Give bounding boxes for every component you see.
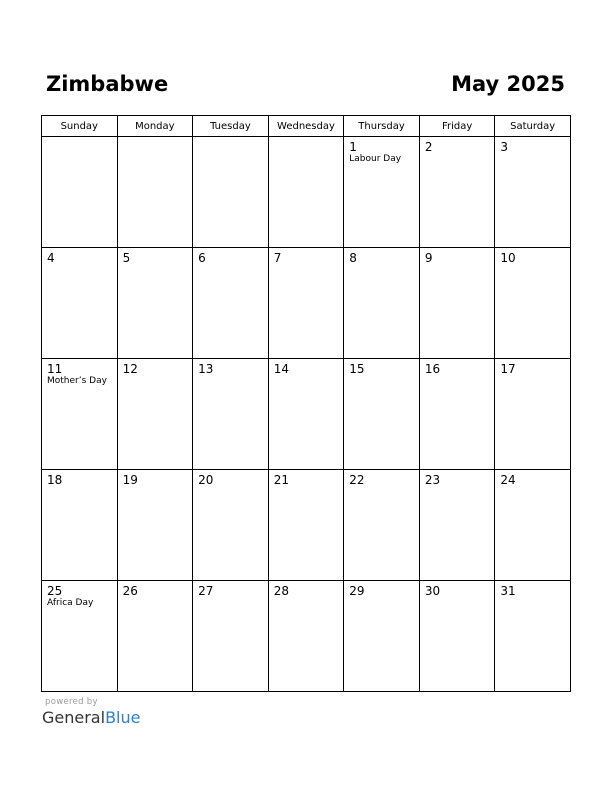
day-cell bbox=[495, 581, 571, 692]
day-number: 15 bbox=[349, 362, 365, 376]
day-cell bbox=[419, 248, 495, 359]
day-number: 31 bbox=[500, 584, 516, 598]
day-cell bbox=[117, 581, 193, 692]
holiday-label: Mother’s Day bbox=[47, 376, 107, 386]
day-cell bbox=[495, 470, 571, 581]
day-number: 5 bbox=[122, 251, 131, 265]
day-cell bbox=[193, 581, 269, 692]
day-number: 28 bbox=[273, 584, 289, 598]
brand-general-text: General bbox=[42, 708, 106, 727]
day-cell bbox=[344, 248, 420, 359]
day-number: 29 bbox=[349, 584, 365, 598]
day-cell bbox=[344, 581, 420, 692]
holiday-label: Labour Day bbox=[349, 154, 402, 164]
week-row bbox=[42, 359, 571, 470]
week-row bbox=[42, 137, 571, 248]
day-cell bbox=[495, 248, 571, 359]
day-number: 24 bbox=[500, 473, 516, 487]
day-number: 20 bbox=[198, 473, 214, 487]
day-number bbox=[193, 137, 268, 140]
day-number: 3 bbox=[500, 140, 509, 154]
month-year-title: May 2025 bbox=[451, 72, 565, 96]
day-cell bbox=[117, 248, 193, 359]
day-number: 25 bbox=[47, 584, 63, 598]
day-number: 10 bbox=[500, 251, 516, 265]
footer-branding bbox=[42, 697, 140, 728]
holiday-label: Africa Day bbox=[47, 598, 94, 608]
day-number: 17 bbox=[500, 362, 516, 376]
day-number: 6 bbox=[198, 251, 206, 265]
day-number: 1 bbox=[349, 140, 357, 154]
day-number: 16 bbox=[424, 362, 441, 376]
day-number: 19 bbox=[122, 473, 138, 487]
day-number bbox=[42, 137, 117, 140]
day-number: 21 bbox=[273, 473, 289, 487]
day-number: 22 bbox=[349, 473, 365, 487]
day-cell bbox=[419, 137, 495, 248]
calendar-grid bbox=[41, 115, 571, 692]
day-number: 9 bbox=[424, 251, 433, 265]
brand-blue-text: Blue bbox=[105, 708, 141, 727]
day-number: 2 bbox=[424, 140, 433, 154]
day-number: 23 bbox=[424, 473, 441, 487]
day-number bbox=[269, 137, 344, 140]
day-cell bbox=[419, 470, 495, 581]
day-cell bbox=[193, 137, 269, 248]
week-row bbox=[42, 248, 571, 359]
weekday-header: Thursday bbox=[344, 116, 420, 137]
day-cell bbox=[344, 359, 420, 470]
weekday-header-row bbox=[42, 116, 571, 137]
day-cell bbox=[344, 470, 420, 581]
generalblue-logo[interactable] bbox=[42, 708, 140, 728]
day-number: 14 bbox=[273, 362, 289, 376]
day-cell bbox=[344, 137, 420, 248]
weekday-header: Friday bbox=[419, 116, 495, 137]
day-number: 11 bbox=[47, 362, 63, 376]
day-cell bbox=[268, 248, 344, 359]
day-cell bbox=[193, 248, 269, 359]
day-cell bbox=[42, 359, 118, 470]
weekday-header: Saturday bbox=[495, 116, 571, 137]
day-cell bbox=[268, 470, 344, 581]
day-cell bbox=[419, 359, 495, 470]
day-cell bbox=[117, 359, 193, 470]
day-cell bbox=[117, 470, 193, 581]
day-cell bbox=[268, 137, 344, 248]
day-cell bbox=[42, 248, 118, 359]
day-number: 13 bbox=[198, 362, 214, 376]
day-number: 26 bbox=[122, 584, 138, 598]
day-number: 18 bbox=[47, 473, 63, 487]
day-cell bbox=[419, 581, 495, 692]
day-number: 7 bbox=[273, 251, 282, 265]
day-number: 30 bbox=[424, 584, 441, 598]
day-cell bbox=[268, 581, 344, 692]
country-title: Zimbabwe bbox=[46, 72, 169, 96]
day-cell bbox=[495, 359, 571, 470]
day-cell bbox=[42, 137, 118, 248]
day-cell bbox=[42, 581, 118, 692]
weekday-header: Sunday bbox=[42, 116, 118, 137]
weekday-header: Monday bbox=[117, 116, 193, 137]
weekday-header: Wednesday bbox=[268, 116, 344, 137]
day-cell bbox=[42, 470, 118, 581]
day-cell bbox=[193, 359, 269, 470]
day-number: 27 bbox=[198, 584, 214, 598]
week-row bbox=[42, 581, 571, 692]
powered-by-text: powered by bbox=[45, 697, 98, 707]
weekday-header: Tuesday bbox=[193, 116, 269, 137]
day-number: 4 bbox=[47, 251, 55, 265]
day-cell bbox=[117, 137, 193, 248]
day-number bbox=[118, 137, 193, 140]
week-row bbox=[42, 470, 571, 581]
day-cell bbox=[268, 359, 344, 470]
day-cell bbox=[193, 470, 269, 581]
day-cell bbox=[495, 137, 571, 248]
day-number: 8 bbox=[349, 251, 357, 265]
day-number: 12 bbox=[122, 362, 138, 376]
